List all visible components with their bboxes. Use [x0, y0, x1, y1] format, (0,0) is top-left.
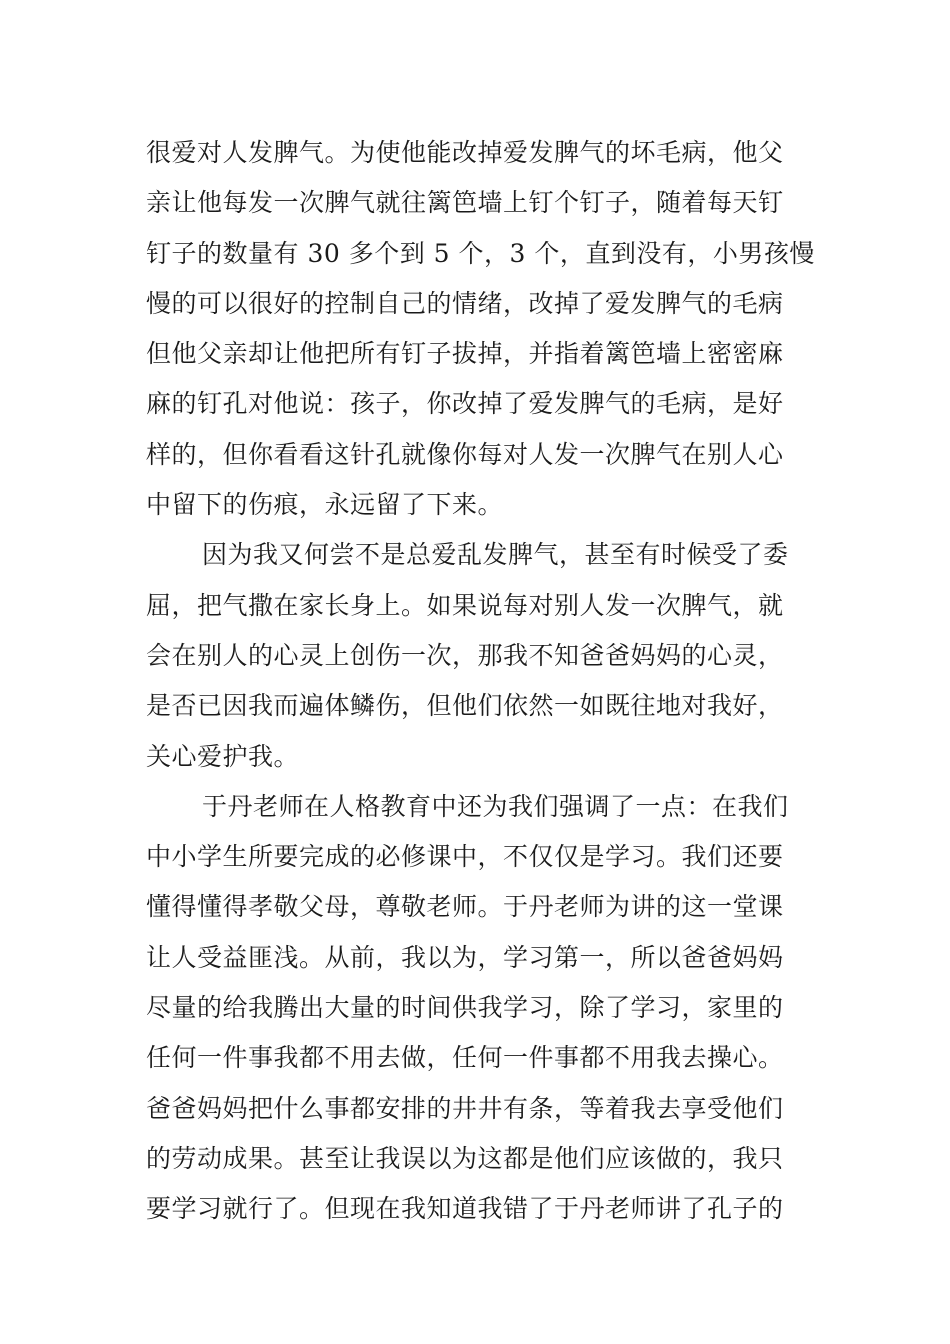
text-line: 的劳动成果。甚至让我误以为这都是他们应该做的，我只	[146, 1143, 784, 1173]
text-line: 麻的钉孔对他说：孩子，你改掉了爱发脾气的毛病，是好	[146, 389, 784, 419]
text-line: 要学习就行了。但现在我知道我错了于丹老师讲了孔子的	[146, 1194, 784, 1224]
paragraph-start-line: 于丹老师在人格教育中还为我们强调了一点：在我们	[202, 791, 789, 821]
text-line: 任何一件事我都不用去做，任何一件事都不用我去操心。	[146, 1043, 784, 1073]
text-line: 会在别人的心灵上创伤一次，那我不知爸爸妈妈的心灵，	[146, 640, 784, 670]
text-line: 尽量的给我腾出大量的时间供我学习，除了学习，家里的	[146, 993, 784, 1023]
text-line: 钉子的数量有 30 多个到 5 个，3 个，直到没有，小男孩慢	[146, 238, 815, 268]
text-line: 屈，把气撒在家长身上。如果说每对别人发一次脾气，就	[146, 590, 784, 620]
paragraph-start-line: 因为我又何尝不是总爱乱发脾气，甚至有时候受了委	[202, 540, 789, 570]
document-text-body	[146, 128, 814, 1235]
text-line: 爸爸妈妈把什么事都安排的井井有条，等着我去享受他们	[146, 1093, 784, 1123]
text-line: 中留下的伤痕，永远留了下来。	[146, 490, 504, 520]
text-line: 亲让他每发一次脾气就往篱笆墙上钉个钉子，随着每天钉	[146, 188, 784, 218]
text-line: 中小学生所要完成的必修课中，不仅仅是学习。我们还要	[146, 842, 784, 872]
text-line: 懂得懂得孝敬父母，尊敬老师。于丹老师为讲的这一堂课	[146, 892, 784, 922]
text-line: 样的，但你看看这针孔就像你每对人发一次脾气在别人心	[146, 439, 784, 469]
text-line: 慢的可以很好的控制自己的情绪，改掉了爱发脾气的毛病	[146, 288, 784, 318]
text-line: 很爱对人发脾气。为使他能改掉爱发脾气的坏毛病，他父	[146, 138, 784, 167]
text-line: 让人受益匪浅。从前，我以为，学习第一，所以爸爸妈妈	[146, 942, 784, 972]
text-line: 关心爱护我。	[146, 741, 300, 771]
text-line: 是否已因我而遍体鳞伤，但他们依然一如既往地对我好，	[146, 691, 784, 721]
text-line: 但他父亲却让他把所有钉子拔掉，并指着篱笆墙上密密麻	[146, 339, 784, 369]
